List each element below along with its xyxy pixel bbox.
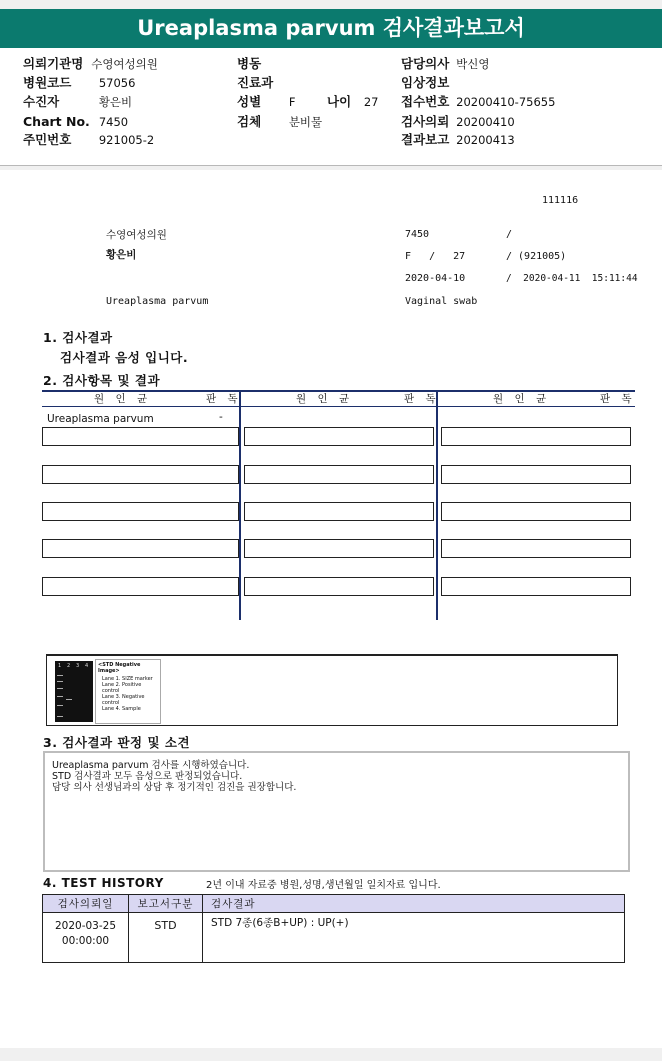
- age-row: [327, 93, 378, 111]
- section-3-title: 3. 검사결과 판정 및 소견: [43, 735, 191, 750]
- gel-legend-title: <STD Negative Image>: [98, 662, 141, 674]
- history-result: STD 7종(6종B+UP) : UP(+): [203, 913, 625, 963]
- history-header-type: 보고서구분: [129, 895, 203, 913]
- paper-birth: / (921005): [506, 251, 567, 262]
- result-box: [42, 502, 239, 521]
- patient-value: 황은비: [98, 95, 133, 109]
- report-title: Ureaplasma parvum 검사결과보고서: [0, 9, 662, 48]
- result-box: [42, 577, 239, 596]
- specimen-label: 검체: [237, 114, 262, 129]
- paper-patient: 황은비: [106, 249, 137, 261]
- chart-no-label: Chart No.: [23, 114, 90, 129]
- history-date-cell: [43, 913, 129, 963]
- clinical-info-row: [401, 74, 449, 92]
- table-row[interactable]: [43, 913, 625, 963]
- history-table: [42, 894, 625, 963]
- gel-band: [66, 699, 72, 700]
- gel-image: [55, 661, 93, 722]
- gel-band: [57, 681, 63, 682]
- grid-divider-1: [239, 392, 241, 620]
- grid-header-divider: [42, 406, 635, 407]
- clinical-info-label: 임상정보: [401, 75, 450, 90]
- department-label: 진료과: [237, 75, 274, 90]
- specimen-row: [237, 113, 322, 131]
- col-judgement-header-3: 판 독: [600, 393, 636, 405]
- gel-lane-number: 2: [67, 663, 71, 669]
- receipt-no-row: [401, 93, 555, 111]
- result-box: [441, 502, 631, 521]
- gel-legend-lane: Lane 2. Positive control: [102, 682, 142, 694]
- paper-hospital: 수영여성의원: [106, 229, 167, 241]
- col-pathogen-header-2: 원 인 균: [296, 393, 354, 405]
- col-judgement-header-2: 판 독: [404, 393, 440, 405]
- gel-band: [57, 675, 63, 676]
- section-2-title: 2. 검사항목 및 결과: [43, 373, 161, 388]
- result-item-value: -: [219, 411, 223, 423]
- hospital-code-value: 57056: [98, 76, 136, 90]
- gel-band: [57, 688, 63, 689]
- hospital-code-row: [23, 74, 135, 92]
- result-box: [244, 539, 434, 558]
- report-date-label: 결과보고: [401, 132, 450, 147]
- chart-no-row: [23, 113, 128, 131]
- result-box: [244, 465, 434, 484]
- gel-band: [57, 705, 63, 706]
- findings-box: [43, 751, 630, 872]
- gel-lane-number: 4: [85, 663, 89, 669]
- history-header-row: [43, 895, 625, 913]
- section-1-title: 1. 검사결과: [43, 330, 113, 345]
- findings-line: Ureaplasma parvum 검사를 시행하였습니다.: [52, 760, 250, 771]
- chart-no-value: 7450: [98, 115, 129, 129]
- doctor-label: 담당의사: [401, 56, 450, 71]
- resident-no-value: 921005-2: [98, 133, 155, 147]
- result-box: [244, 577, 434, 596]
- hospital-code-label: 병원코드: [23, 75, 72, 90]
- result-box: [441, 577, 631, 596]
- result-box: [441, 465, 631, 484]
- result-box: [441, 427, 631, 446]
- gel-legend-lane: Lane 3. Negative control: [102, 694, 145, 706]
- paper-chart-no: 7450: [405, 229, 430, 240]
- doctor-value: 박신영: [456, 57, 490, 71]
- report-page: [0, 170, 662, 1048]
- ward-row: [237, 55, 261, 73]
- receipt-no-label: 접수번호: [401, 94, 450, 109]
- findings-line: STD 검사결과 모두 음성으로 판정되었습니다.: [52, 771, 243, 782]
- col-pathogen-header-1: 원 인 균: [94, 393, 152, 405]
- result-box: [441, 539, 631, 558]
- patient-row: [23, 93, 132, 111]
- specimen-value: 분비물: [288, 115, 323, 129]
- request-date-row: [401, 113, 515, 131]
- result-box: [42, 427, 239, 446]
- history-note: 2년 이내 자료중 병원,성명,생년월일 일치자료 입니다.: [206, 880, 441, 891]
- section-1-result: 검사결과 음성 입니다.: [60, 350, 189, 365]
- resident-no-label: 주민번호: [23, 132, 72, 147]
- receipt-no-value: 20200410-75655: [456, 95, 556, 109]
- report-date-row: [401, 131, 515, 149]
- result-box: [244, 427, 434, 446]
- hospital-name-row: [23, 55, 158, 73]
- age-label: 나이: [327, 94, 352, 109]
- report-date-value: 20200413: [456, 133, 515, 147]
- gel-image-frame: [46, 654, 618, 726]
- request-date-value: 20200410: [456, 115, 515, 129]
- sex-value: F: [288, 95, 296, 109]
- paper-test-name: Ureaplasma parvum: [106, 296, 209, 307]
- patient-label: 수진자: [23, 94, 60, 109]
- history-date: 2020-03-25: [54, 920, 117, 932]
- result-box: [42, 465, 239, 484]
- gel-lane-number: 1: [58, 663, 62, 669]
- col-judgement-header-1: 판 독: [206, 393, 242, 405]
- paper-report-datetime: / 2020-04-11 15:11:44: [506, 273, 638, 284]
- result-box: [244, 502, 434, 521]
- department-row: [237, 74, 273, 92]
- sex-label: 성별: [237, 94, 262, 109]
- history-type: STD: [129, 913, 203, 963]
- paper-specimen: Vaginal swab: [405, 296, 478, 307]
- col-pathogen-header-3: 원 인 균: [493, 393, 551, 405]
- gel-band: [57, 696, 63, 697]
- paper-sex-age: F / 27: [405, 251, 466, 262]
- section-4-title: 4. TEST HISTORY: [43, 876, 164, 890]
- findings-line: 담당 의사 선생님과의 상담 후 정기적인 검진을 권장합니다.: [52, 782, 297, 793]
- gel-legend-lane: Lane 1. SIZE marker: [102, 676, 153, 682]
- sex-row: [237, 93, 295, 111]
- paper-request-date: 2020-04-10: [405, 273, 466, 284]
- history-time: 00:00:00: [61, 935, 110, 947]
- request-date-label: 검사의뢰: [401, 114, 450, 129]
- gel-lane-number: 3: [76, 663, 80, 669]
- hospital-name-value: 수영여성의원: [91, 57, 158, 71]
- doctor-row: [401, 55, 489, 73]
- result-item-name: Ureaplasma parvum: [47, 413, 154, 425]
- grid-divider-2: [436, 392, 438, 620]
- result-box: [42, 539, 239, 558]
- ward-label: 병동: [237, 56, 262, 71]
- history-header-result: 검사결과: [203, 895, 625, 913]
- hospital-name-label: 의뢰기관명: [23, 56, 84, 71]
- report-code: 111116: [542, 195, 579, 206]
- history-header-date: 검사의뢰일: [43, 895, 129, 913]
- gel-legend: [95, 659, 161, 724]
- report-header-info: [0, 48, 662, 166]
- gel-legend-lane: Lane 4. Sample: [102, 706, 141, 712]
- age-value: 27: [363, 95, 379, 109]
- resident-no-row: [23, 131, 154, 149]
- gel-band: [57, 716, 63, 717]
- paper-chart-separator: /: [506, 229, 513, 240]
